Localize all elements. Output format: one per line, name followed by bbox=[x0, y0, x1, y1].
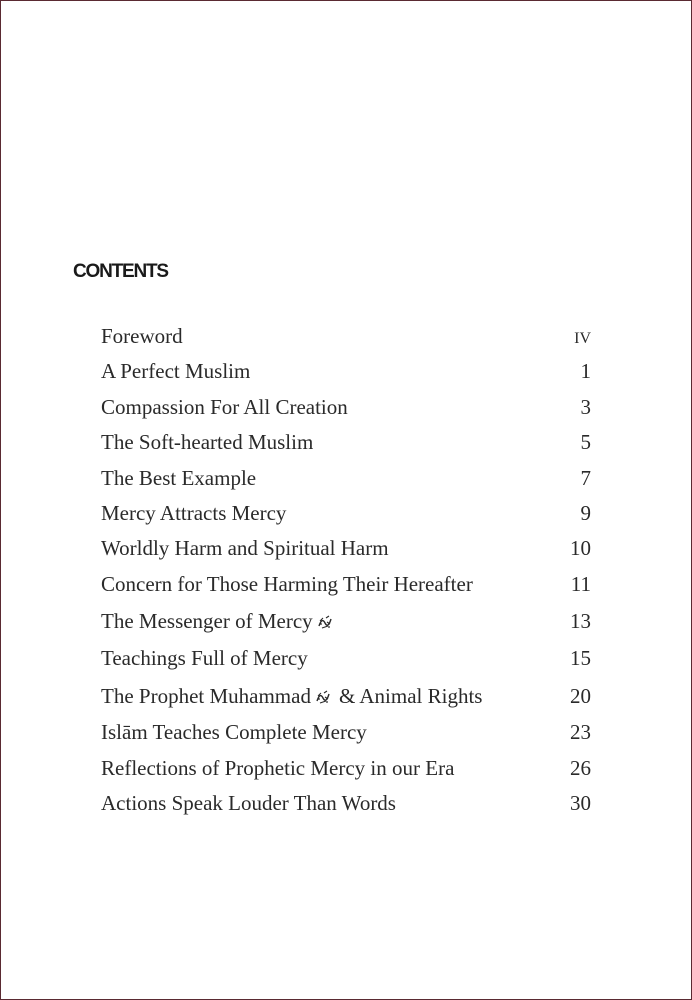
toc-entry bbox=[101, 788, 591, 818]
toc-entry-title: The Best Example bbox=[101, 466, 257, 490]
toc-entry-page: 5 bbox=[580, 430, 591, 454]
toc-entry-page: 7 bbox=[580, 466, 591, 490]
toc-entry-page: 30 bbox=[570, 791, 591, 815]
toc-entry-title: The Messenger of Mercy bbox=[101, 609, 313, 633]
toc-entry bbox=[101, 753, 591, 783]
toc-entry-title: Mercy Attracts Mercy bbox=[101, 501, 287, 525]
toc-entry-page: 26 bbox=[570, 756, 591, 780]
toc-entry-title: Concern for Those Harming Their Hereafter bbox=[101, 572, 473, 596]
toc-entry bbox=[101, 427, 591, 457]
toc-entry-title: Islām Teaches Complete Mercy bbox=[101, 720, 367, 744]
toc-entry bbox=[101, 717, 591, 747]
toc-entry-title: Teachings Full of Mercy bbox=[101, 646, 308, 670]
toc-entry-page: IV bbox=[574, 330, 591, 347]
toc-entry-title: Foreword bbox=[101, 324, 183, 348]
toc-entry-title-suffix: & Animal Rights bbox=[338, 684, 483, 708]
toc-entry bbox=[101, 533, 591, 563]
toc-entry bbox=[101, 569, 591, 599]
toc-entry bbox=[101, 498, 591, 528]
toc-entry-title: Actions Speak Louder Than Words bbox=[101, 791, 396, 815]
toc-entry-page: 15 bbox=[570, 646, 591, 670]
toc-entry-title: Reflections of Prophetic Mercy in our Era bbox=[101, 756, 455, 780]
toc-entry-page: 9 bbox=[580, 501, 591, 525]
toc-entry-page: 3 bbox=[580, 395, 591, 419]
toc-entry bbox=[101, 643, 591, 673]
toc-entry-page: 10 bbox=[570, 536, 591, 560]
toc-entry-title: The Soft-hearted Muslim bbox=[101, 430, 314, 454]
toc-entry-page: 1 bbox=[580, 359, 591, 383]
toc-entry bbox=[101, 606, 591, 636]
toc-entry-title: A Perfect Muslim bbox=[101, 359, 251, 383]
toc-entry-title: Compassion For All Creation bbox=[101, 395, 348, 419]
toc-entry bbox=[101, 321, 591, 351]
toc-entry bbox=[101, 463, 591, 493]
pbuh-calligraphy-icon bbox=[317, 614, 333, 630]
toc-entry-page: 11 bbox=[570, 572, 591, 596]
toc-entry bbox=[101, 356, 591, 386]
toc-entry-page: 13 bbox=[570, 609, 591, 633]
contents-heading: CONTENTS bbox=[73, 261, 168, 282]
toc-entry-page: 23 bbox=[570, 720, 591, 744]
pbuh-calligraphy-icon bbox=[315, 689, 331, 705]
toc-entry bbox=[101, 681, 591, 711]
toc-entry-title: Worldly Harm and Spiritual Harm bbox=[101, 536, 389, 560]
toc-entry bbox=[101, 392, 591, 422]
toc-entry-title: The Prophet Muhammad bbox=[101, 684, 311, 708]
toc-entry-page: 20 bbox=[570, 684, 591, 708]
